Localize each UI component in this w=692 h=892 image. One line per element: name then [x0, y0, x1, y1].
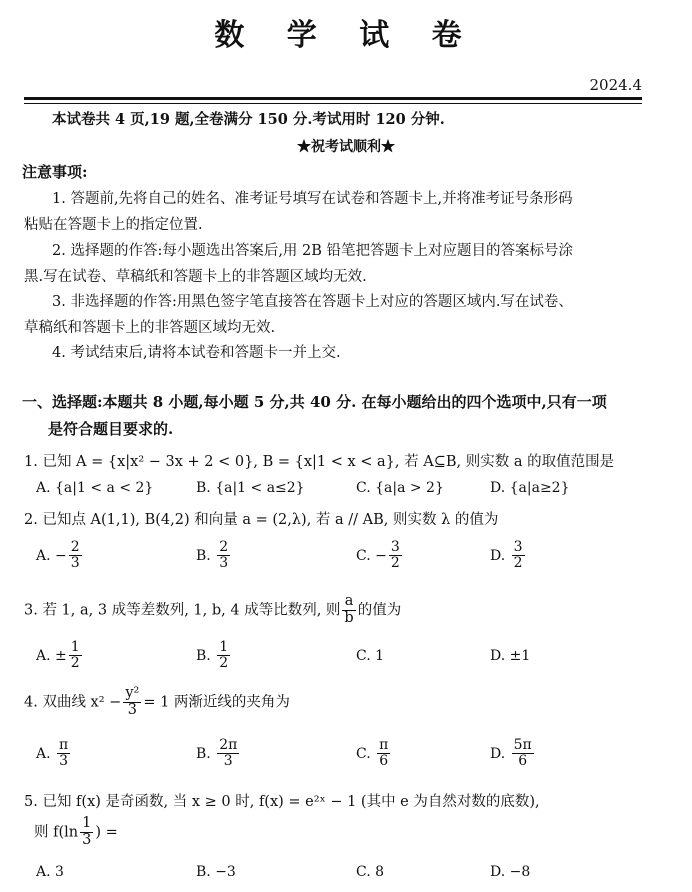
option-fraction: [377, 738, 390, 770]
stem-text: 则 f(ln: [34, 824, 79, 841]
question-3-option-d[interactable]: [490, 648, 530, 664]
option-sign: −: [375, 547, 387, 564]
option-label: A.: [36, 647, 51, 664]
stem-text: 4. 双曲线 x² −: [24, 694, 122, 711]
question-3-option-b[interactable]: [196, 640, 232, 672]
option-fraction: [217, 640, 230, 672]
stem-fraction: [80, 816, 93, 849]
question-4-option-c[interactable]: [356, 738, 392, 770]
notice-3-cont: 草稿纸和答题卡上的非答题区域均无效.: [24, 320, 276, 336]
exam-intro: 本试卷共 4 页,19 题,全卷满分 150 分.考试用时 120 分钟.: [52, 111, 445, 128]
question-5-stem-cont: [34, 816, 118, 849]
fraction-numerator: π: [59, 737, 69, 753]
fraction-denominator: 3: [59, 753, 69, 770]
question-5-stem: 5. 已知 f(x) 是奇函数, 当 x ≥ 0 时, f(x) = e²ˣ − 1 (其中 e 为自然对数的底数),: [24, 794, 540, 810]
fraction-numerator: 2π: [219, 737, 238, 753]
question-3-option-c[interactable]: [356, 648, 384, 664]
fraction-denominator: b: [344, 609, 354, 626]
question-5-option-b[interactable]: B. −3: [196, 864, 236, 880]
option-label: C.: [356, 745, 371, 762]
question-2-option-a[interactable]: [36, 540, 84, 572]
fraction-numerator: y²: [125, 685, 140, 701]
question-1-stem: 1. 已知 A = {x|x² − 3x + 2 < 0}, B = {x|1 < x < a}, 若 A⊆B, 则实数 a 的取值范围是: [24, 454, 615, 470]
fraction-numerator: 5π: [513, 737, 532, 753]
notice-2: 2. 选择题的作答:每小题选出答案后,用 2B 铅笔把答题卡上对应题目的答案标号涂: [52, 243, 574, 259]
question-1-option-b[interactable]: B. {a|1 < a≤2}: [196, 480, 305, 496]
question-5-option-a[interactable]: A. 3: [36, 864, 64, 880]
notice-title: 注意事项:: [22, 163, 88, 181]
fraction-numerator: 2: [219, 539, 229, 555]
question-2-stem: 2. 已知点 A(1,1), B(4,2) 和向量 a = (2,λ), 若 a // AB, 则实数 λ 的值为: [24, 512, 499, 528]
fraction-numerator: π: [379, 737, 389, 753]
question-1-option-d[interactable]: D. {a|a≥2}: [490, 480, 570, 496]
question-3-stem: [24, 594, 401, 627]
header-rule-thick: [24, 97, 642, 100]
question-1-option-c[interactable]: C. {a|a > 2}: [356, 480, 444, 496]
option-label: D.: [490, 745, 506, 762]
fraction-numerator: a: [342, 594, 355, 611]
option-label: A.: [36, 745, 51, 762]
stem-text: ) =: [95, 824, 118, 841]
question-4-stem: [24, 686, 290, 719]
fraction-numerator: 2: [70, 539, 80, 555]
option-fraction: [389, 540, 402, 572]
fraction-denominator: 3: [127, 701, 137, 718]
option-fraction: [512, 738, 534, 770]
option-fraction: [69, 540, 82, 572]
question-1-option-a[interactable]: A. {a|1 < a < 2}: [36, 480, 154, 496]
stem-fraction: [342, 594, 355, 627]
option-fraction: [69, 640, 82, 672]
fraction-numerator: 1: [70, 639, 80, 655]
fraction-numerator: 1: [219, 639, 229, 655]
good-luck-banner: ★祝考试顺利★: [297, 139, 395, 155]
question-4-option-a[interactable]: [36, 738, 72, 770]
option-label: B.: [196, 547, 211, 564]
header-rule-thin: [24, 103, 642, 104]
stem-text: = 1 两渐近线的夹角为: [143, 694, 290, 711]
option-value: 1: [375, 648, 385, 664]
question-3-option-a[interactable]: [36, 640, 84, 672]
stem-text: 的值为: [357, 602, 402, 619]
fraction-denominator: 2: [70, 655, 80, 672]
fraction-denominator: 2: [390, 555, 400, 572]
notice-1-cont: 粘贴在答题卡上的指定位置.: [24, 217, 203, 233]
option-sign: −: [55, 547, 67, 564]
notice-1: 1. 答题前,先将自己的姓名、准考证号填写在试卷和答题卡上,并将准考证号条形码: [52, 191, 573, 207]
fraction-denominator: 2: [219, 655, 229, 672]
notice-2-cont: 黑.写在试卷、草稿纸和答题卡上的非答题区域均无效.: [24, 269, 367, 285]
question-5-option-c[interactable]: C. 8: [356, 864, 385, 880]
option-label: D.: [490, 648, 506, 664]
option-fraction: [512, 540, 525, 572]
fraction-numerator: 3: [390, 539, 400, 555]
question-4-option-d[interactable]: [490, 738, 536, 770]
fraction-denominator: 3: [219, 555, 229, 572]
fraction-numerator: 3: [513, 539, 523, 555]
stem-text: 3. 若 1, a, 3 成等差数列, 1, b, 4 成等比数列, 则: [24, 602, 341, 619]
option-sign: ±: [55, 647, 67, 664]
fraction-numerator: 1: [82, 815, 92, 831]
fraction-denominator: 3: [223, 753, 233, 770]
stem-fraction: [123, 686, 141, 719]
question-5-option-d[interactable]: D. −8: [490, 864, 531, 880]
question-2-option-d[interactable]: [490, 540, 527, 572]
option-label: A.: [36, 547, 51, 564]
option-fraction: [217, 540, 230, 572]
notice-4: 4. 考试结束后,请将本试卷和答题卡一并上交.: [52, 345, 341, 361]
question-2-option-c[interactable]: [356, 540, 404, 572]
fraction-denominator: 3: [82, 831, 92, 848]
option-label: C.: [356, 547, 371, 564]
option-label: C.: [356, 648, 371, 664]
exam-title: 数 学 试 卷: [214, 18, 478, 53]
exam-date: 2024.4: [589, 76, 642, 94]
question-2-option-b[interactable]: [196, 540, 232, 572]
option-label: D.: [490, 547, 506, 564]
notice-3: 3. 非选择题的作答:用黑色签字笔直接答在答题卡上对应的答题区域内.写在试卷、: [52, 294, 573, 310]
option-fraction: [217, 738, 239, 770]
section-heading: 一、选择题:本题共 8 小题,每小题 5 分,共 40 分. 在每小题给出的四个选项中,只有一项: [22, 393, 607, 411]
question-4-option-b[interactable]: [196, 738, 241, 770]
option-label: B.: [196, 647, 211, 664]
option-label: B.: [196, 745, 211, 762]
fraction-denominator: 6: [518, 753, 528, 770]
option-fraction: [57, 738, 70, 770]
fraction-denominator: 2: [513, 555, 523, 572]
section-heading-cont: 是符合题目要求的.: [48, 420, 174, 438]
fraction-denominator: 3: [70, 555, 80, 572]
fraction-denominator: 6: [379, 753, 389, 770]
option-value: ±1: [509, 648, 531, 664]
